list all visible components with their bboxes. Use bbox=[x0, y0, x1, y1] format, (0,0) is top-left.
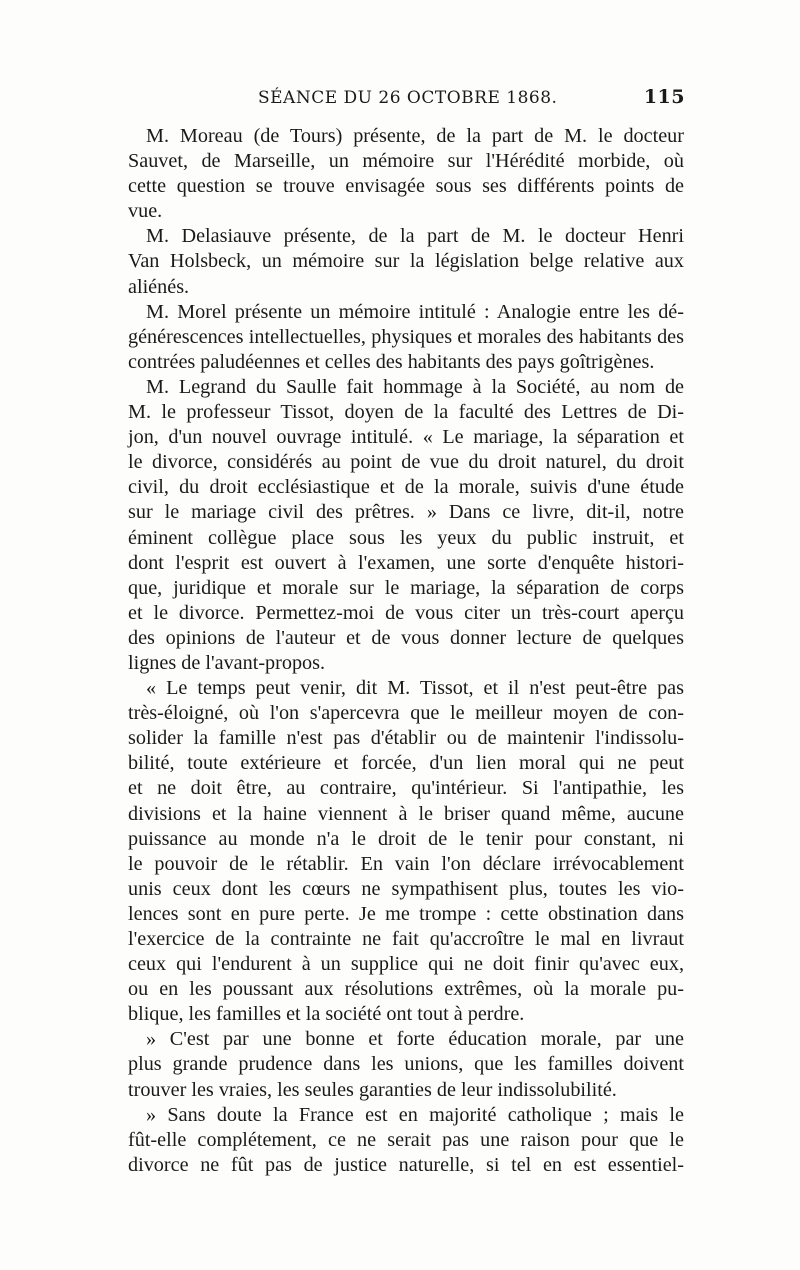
text-line: plus grande prudence dans les unions, que les familles doivent bbox=[128, 1053, 684, 1076]
body-text bbox=[128, 124, 684, 1178]
text-line: que, juridique et morale sur le mariage, la séparation de corps bbox=[128, 576, 684, 599]
text-line: divorce ne fût pas de justice naturelle, si tel en est essentiel- bbox=[128, 1153, 684, 1176]
text-line: vue. bbox=[128, 200, 163, 223]
text-line: dont l'esprit est ouvert à l'examen, une sorte d'enquête histori- bbox=[128, 551, 684, 574]
text-line: éminent collègue place sous les yeux du public instruit, et bbox=[128, 526, 684, 549]
text-line: M. Legrand du Saulle fait hommage à la Société, au nom de bbox=[146, 375, 684, 398]
text-line: » Sans doute la France est en majorité catholique ; mais le bbox=[146, 1103, 684, 1126]
text-line: trouver les vraies, les seules garanties de leur indissolubilité. bbox=[128, 1078, 617, 1101]
page-header bbox=[130, 88, 685, 118]
text-line: et ne doit être, au contraire, qu'intérieur. Si l'antipathie, les bbox=[128, 777, 684, 800]
text-line: sur le mariage civil des prêtres. » Dans ce livre, dit-il, notre bbox=[128, 501, 684, 524]
text-line: ou en les poussant aux résolutions extrêmes, où la morale pu- bbox=[128, 978, 684, 1001]
text-line: divisions et la haine viennent à le briser quand même, aucune bbox=[128, 802, 684, 825]
text-line: ceux qui l'endurent à un supplice qui ne doit finir qu'avec eux, bbox=[128, 953, 684, 976]
text-line: des opinions de l'auteur et de vous donner lecture de quelques bbox=[128, 626, 684, 649]
text-line: bilité, toute extérieure et forcée, d'un lien moral qui ne peut bbox=[128, 752, 684, 775]
text-line: fût-elle complétement, ce ne serait pas une raison pour que le bbox=[128, 1128, 684, 1151]
text-line: jon, d'un nouvel ouvrage intitulé. « Le mariage, la séparation et bbox=[128, 426, 684, 449]
text-line: le divorce, considérés au point de vue du droit naturel, du droit bbox=[128, 451, 684, 474]
text-line: aliénés. bbox=[128, 275, 190, 298]
text-line: lignes de l'avant-propos. bbox=[128, 651, 326, 674]
text-line: lences sont en pure perte. Je me trompe : cette obstination dans bbox=[128, 902, 684, 925]
text-line: « Le temps peut venir, dit M. Tissot, et il n'est peut-être pas bbox=[146, 677, 684, 700]
text-line: le pouvoir de le rétablir. En vain l'on déclare irrévocablement bbox=[128, 852, 684, 875]
text-line: M. Delasiauve présente, de la part de M. le docteur Henri bbox=[146, 225, 684, 248]
page-number: 115 bbox=[643, 86, 685, 108]
text-line: cette question se trouve envisagée sous ses différents points de bbox=[128, 175, 684, 198]
text-line: puissance au monde n'a le droit de le tenir pour constant, ni bbox=[128, 827, 684, 850]
text-line: M. Moreau (de Tours) présente, de la part de M. le docteur bbox=[146, 125, 684, 147]
text-line: Van Holsbeck, un mémoire sur la législation belge relative aux bbox=[128, 250, 684, 273]
text-line: unis ceux dont les cœurs ne sympathisent plus, toutes les vio- bbox=[128, 877, 684, 900]
running-title: SÉANCE DU 26 OCTOBRE 1868. bbox=[258, 88, 558, 108]
text-line: contrées paludéennes et celles des habitants des pays goîtrigènes. bbox=[128, 350, 655, 373]
text-line: et le divorce. Permettez-moi de vous citer un très-court aperçu bbox=[128, 601, 684, 624]
text-line: civil, du droit ecclésiastique et de la morale, suivis d'une étude bbox=[128, 476, 684, 499]
text-line: l'exercice de la contrainte ne fait qu'accroître le mal en livraut bbox=[128, 928, 684, 950]
text-line: blique, les familles et la société ont tout à perdre. bbox=[128, 1003, 525, 1026]
text-line: générescences intellectuelles, physiques et morales des habitants des bbox=[128, 325, 684, 348]
text-line: M. Morel présente un mémoire intitulé : Analogie entre les dé- bbox=[146, 300, 684, 323]
text-line: M. le professeur Tissot, doyen de la faculté des Lettres de Di- bbox=[128, 401, 684, 424]
text-line: » C'est par une bonne et forte éducation morale, par une bbox=[146, 1028, 684, 1051]
text-line: Sauvet, de Marseille, un mémoire sur l'Hérédité morbide, où bbox=[128, 150, 684, 173]
text-line: très-éloigné, où l'on s'apercevra que le meilleur moyen de con- bbox=[128, 702, 684, 725]
text-line: solider la famille n'est pas d'établir ou de maintenir l'indissolu- bbox=[128, 727, 684, 750]
